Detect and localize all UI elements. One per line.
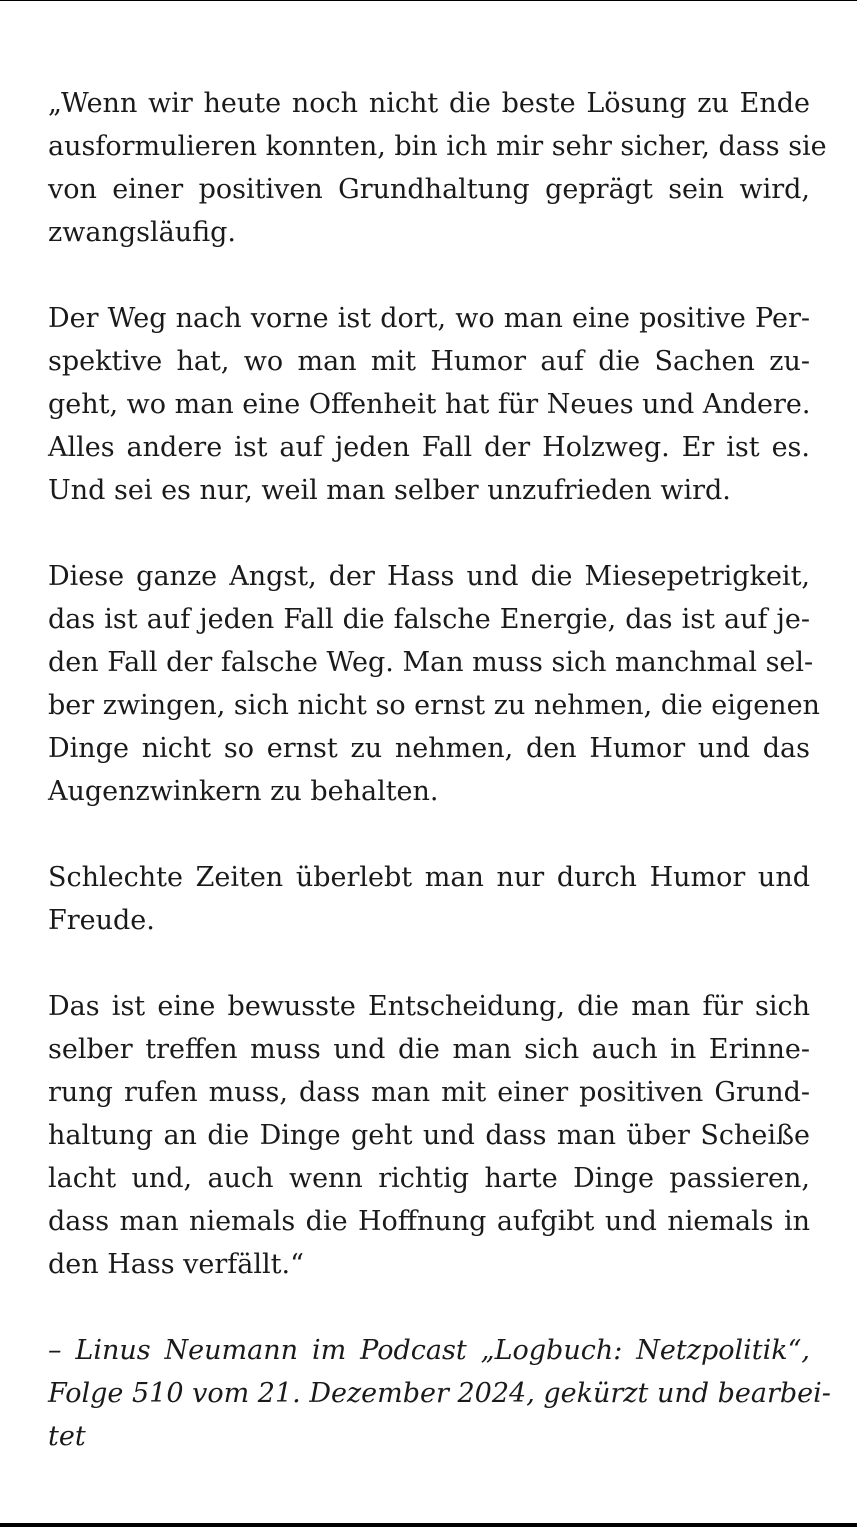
text-line: den Fall der falsche Weg. Man muss sich manchmal sel- bbox=[48, 647, 814, 678]
text-line: dass man niemals die Hoffnung aufgibt und niemals in bbox=[48, 1206, 810, 1237]
text-line: haltung an die Dinge geht und dass man über Scheiße bbox=[48, 1120, 810, 1151]
text-line: „Wenn wir heute noch nicht die beste Lösung zu Ende bbox=[48, 88, 810, 119]
quote-body bbox=[48, 82, 831, 1458]
text-line: Diese ganze Angst, der Hass und die Miesepetrigkeit, bbox=[48, 561, 810, 592]
quote-paragraph-3 bbox=[48, 555, 820, 813]
text-line: selber treffen muss und die man sich auch in Erinne- bbox=[48, 1034, 810, 1065]
text-line: geht, wo man eine Offenheit hat für Neues und Andere. bbox=[48, 389, 811, 420]
text-line: Und sei es nur, weil man selber unzufrieden wird. bbox=[48, 475, 731, 506]
text-line: zwangsläufig. bbox=[48, 217, 236, 248]
attribution-line: tet bbox=[48, 1421, 86, 1452]
text-line: Alles andere ist auf jeden Fall der Holzweg. Er ist es. bbox=[48, 432, 810, 463]
text-line: den Hass verfällt.“ bbox=[48, 1249, 304, 1280]
text-line: ausformulieren konnten, bin ich mir sehr sicher, dass sie bbox=[48, 131, 827, 162]
text-line: Schlechte Zeiten überlebt man nur durch Humor und bbox=[48, 862, 810, 893]
quote-paragraph-5 bbox=[48, 985, 810, 1286]
text-line: Das ist eine bewusste Entscheidung, die man für sich bbox=[48, 991, 810, 1022]
attribution-line: Folge 510 vom 21. Dezember 2024, gekürzt und bearbei- bbox=[48, 1378, 831, 1409]
text-line: Der Weg nach vorne ist dort, wo man eine positive Per- bbox=[48, 303, 810, 334]
text-line: Augenzwinkern zu behalten. bbox=[48, 776, 439, 807]
text-line: das ist auf jeden Fall die falsche Energie, das ist auf je- bbox=[48, 604, 810, 635]
text-line: von einer positiven Grundhaltung geprägt sein wird, bbox=[48, 174, 810, 205]
attribution-line: – Linus Neumann im Podcast „Logbuch: Netzpolitik“, bbox=[48, 1335, 810, 1366]
text-line: Freude. bbox=[48, 905, 155, 936]
quote-paragraph-1 bbox=[48, 82, 827, 254]
text-line: rung rufen muss, dass man mit einer positiven Grund- bbox=[48, 1077, 810, 1108]
text-line: spektive hat, wo man mit Humor auf die Sachen zu- bbox=[48, 346, 810, 377]
quote-paragraph-4 bbox=[48, 856, 810, 942]
text-line: lacht und, auch wenn richtig harte Dinge passieren, bbox=[48, 1163, 810, 1194]
text-line: Dinge nicht so ernst zu nehmen, den Humor und das bbox=[48, 733, 810, 764]
text-line: ber zwingen, sich nicht so ernst zu nehmen, die eigenen bbox=[48, 690, 820, 721]
attribution bbox=[48, 1329, 831, 1458]
quote-paragraph-2 bbox=[48, 297, 810, 512]
